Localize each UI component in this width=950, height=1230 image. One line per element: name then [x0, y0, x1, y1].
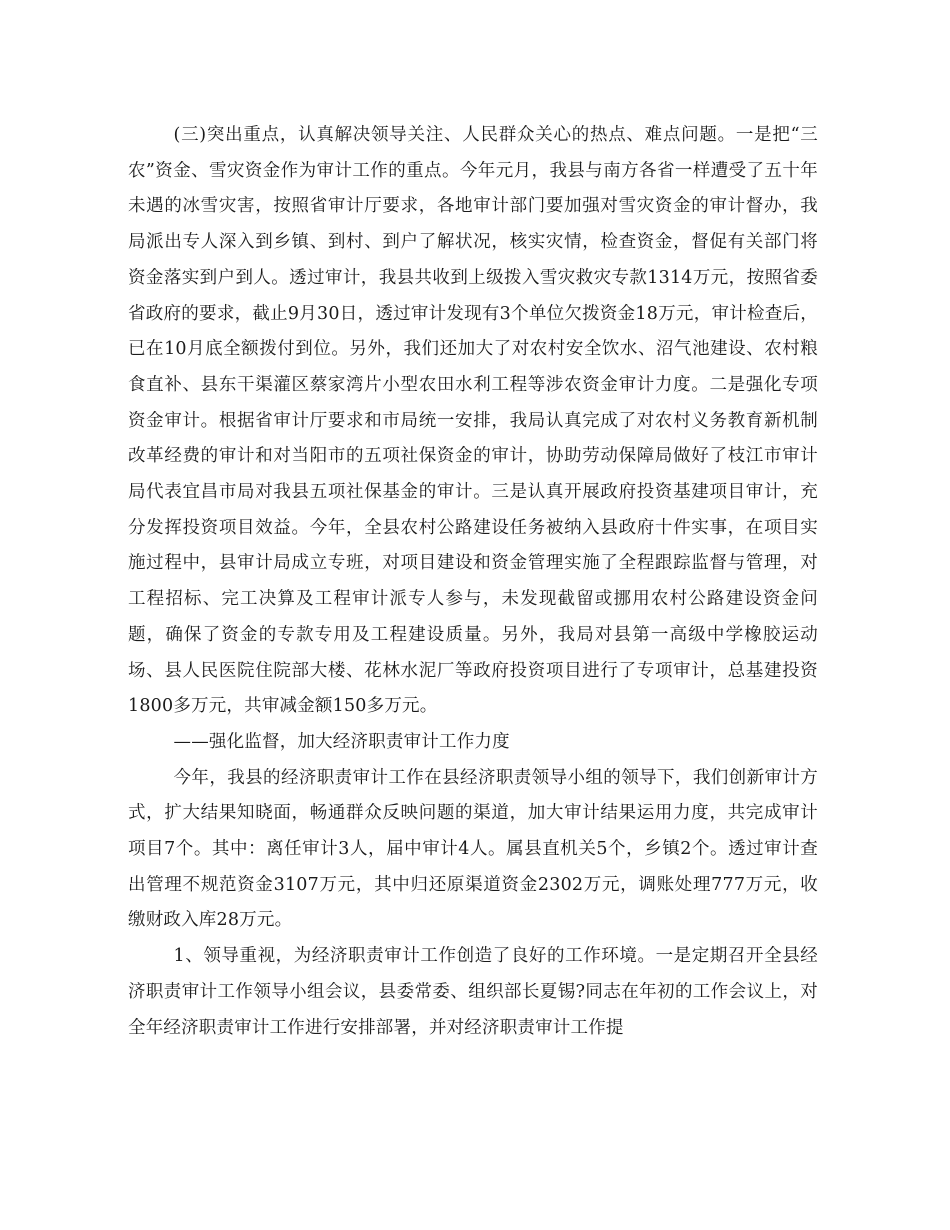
paragraph-economic-audit-summary: 今年，我县的经济职责审计工作在县经济职责领导小组的领导下，我们创新审计方式，扩大结果知晓面，畅通群众反映问题的渠道，加大审计结果运用力度，共完成审计项目7个。其中：离任审计3人，届中审计4人。属县直机关5个，乡镇2个。透过审计查出管理不规范资金3107万元，其中归还原渠道资金2302万元，调账处理777万元，收缴财政入库28万元。	[128, 767, 818, 931]
paragraph-leadership-attention: 1、领导重视，为经济职责审计工作创造了良好的工作环境。一是定期召开全县经济职责审计工作领导小组会议，县委常委、组织部长夏锡?同志在年初的工作会议上，对全年经济职责审计工作进行安排部署，并对经济职责审计工作提	[128, 946, 818, 1038]
paragraph-key-point-audit: (三)突出重点，认真解决领导关注、人民群众关心的热点、难点问题。一是把“三农”资金、雪灾资金作为审计工作的重点。今年元月，我县与南方各省一样遭受了五十年未遇的冰雪灾害，按照省审计厅要求，各地审计部门要加强对雪灾资金的审计督办，我局派出专人深入到乡镇、到村、到户了解状况，核实灾情，检查资金，督促有关部门将资金落实到户到人。透过审计，我县共收到上级拨入雪灾救灾专款1314万元，按照省委省政府的要求，截止9月30日，透过审计发现有3个单位欠拨资金18万元，审计检查后，已在10月底全额拨付到位。另外，我们还加大了对农村安全饮水、沼气池建设、农村粮食直补、县东干渠灌区蔡家湾片小型农田水利工程等涉农资金审计力度。二是强化专项资金审计。根据省审计厅要求和市局统一安排，我局认真完成了对农村义务教育新机制改革经费的审计和对当阳市的五项社保资金的审计，协助劳动保障局做好了枝江市审计局代表宜昌市局对我县五项社保基金的审计。三是认真开展政府投资基建项目审计，充分发挥投资项目效益。今年，全县农村公路建设任务被纳入县政府十件实事，在项目实施过程中，县审计局成立专班，对项目建设和资金管理实施了全程跟踪监督与管理，对工程招标、完工决算及工程审计派专人参与，未发现截留或挪用农村公路建设资金问题，确保了资金的专款专用及工程建设质量。另外，我局对县第一高级中学橡胶运动场、县人民医院住院部大楼、花林水泥厂等政府投资项目进行了专项审计，总基建投资1800多万元，共审减金额150多万元。	[128, 125, 818, 717]
section-heading-economic-audit: ——强化监督，加大经济职责审计工作力度	[173, 731, 510, 752]
document-body	[128, 118, 818, 1046]
